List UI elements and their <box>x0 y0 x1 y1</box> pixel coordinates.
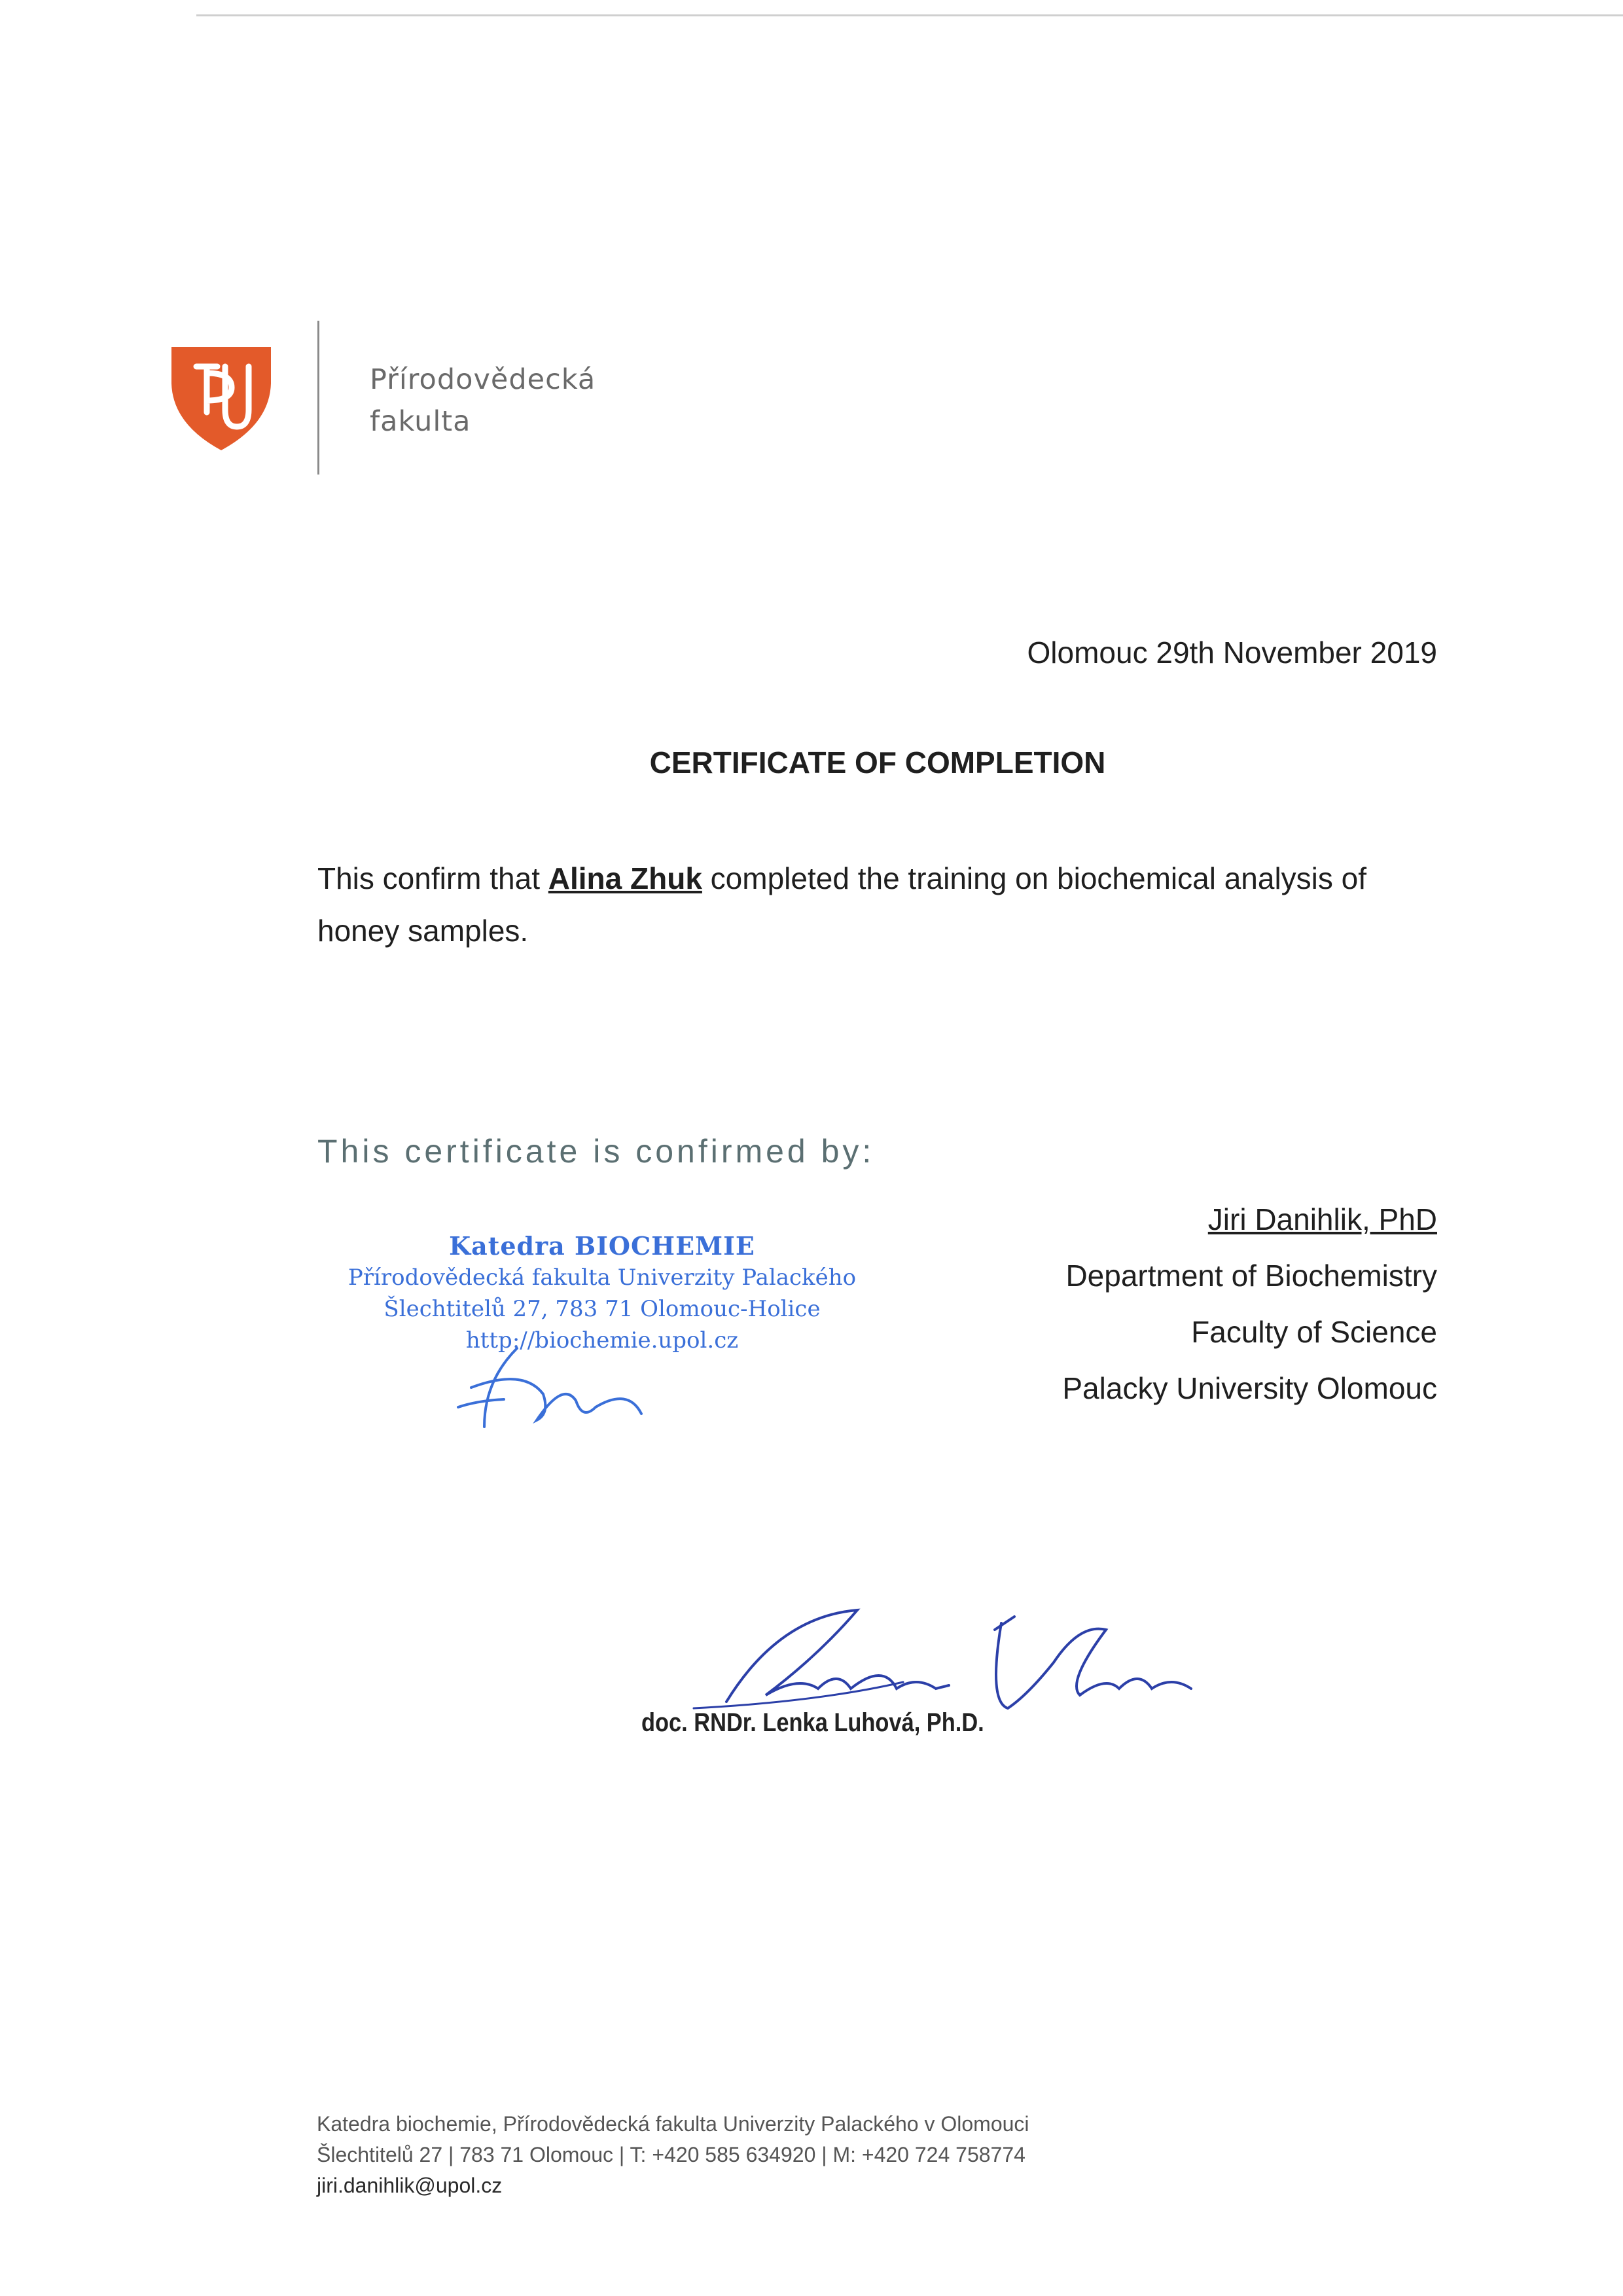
department-stamp <box>340 1230 864 1356</box>
faculty-name <box>370 359 596 442</box>
stamp-signature <box>445 1342 694 1460</box>
stamp-line-2: Přírodovědecká fakulta Univerzity Palackého <box>348 1265 857 1291</box>
certificate-body <box>317 852 1440 957</box>
logo-divider <box>317 321 319 475</box>
recipient-name: Alina Zhuk <box>548 861 702 895</box>
stamp-line-1: Katedra BIOCHEMIE <box>449 1231 755 1261</box>
stamp-line-4: http://biochemie.upol.cz <box>465 1327 739 1354</box>
body-suffix: completed the training on biochemical analysis of honey samples. <box>317 861 1367 948</box>
certificate-title: CERTIFICATE OF COMPLETION <box>649 745 1106 780</box>
footer-line-1: Katedra biochemie, Přírodovědecká fakulta Univerzity Palackého v Olomouci <box>317 2112 1029 2136</box>
confirmed-by-label: This certificate is confirmed by: <box>317 1133 875 1170</box>
faculty-line-1: Přírodovědecká <box>370 363 596 396</box>
signer-department: Department of Biochemistry <box>1065 1259 1437 1293</box>
signer-name: Jiri Danihlik, PhD <box>1207 1202 1437 1236</box>
footer-email: jiri.danihlik@upol.cz <box>317 2174 503 2197</box>
watermark <box>1505 209 1584 628</box>
signer-faculty: Faculty of Science <box>1191 1315 1437 1349</box>
footer-line-2: Šlechtitelů 27 | 783 71 Olomouc | T: +420 585 634920 | M: +420 724 758774 <box>317 2143 1026 2166</box>
body-prefix: This confirm that <box>317 861 548 895</box>
university-logo-icon <box>171 347 271 450</box>
certificate-date: Olomouc 29th November 2019 <box>1027 636 1437 670</box>
signer-university: Palacky University Olomouc <box>1062 1371 1437 1405</box>
lead-signatory-name: doc. RNDr. Lenka Luhová, Ph.D. <box>641 1708 984 1737</box>
signer-block <box>1062 1191 1437 1416</box>
footer-contact <box>317 2109 1029 2201</box>
scan-edge-line <box>196 14 1623 16</box>
faculty-line-2: fakulta <box>370 405 471 438</box>
stamp-line-3: Šlechtitelů 27, 783 71 Olomouc-Holice <box>383 1296 821 1322</box>
